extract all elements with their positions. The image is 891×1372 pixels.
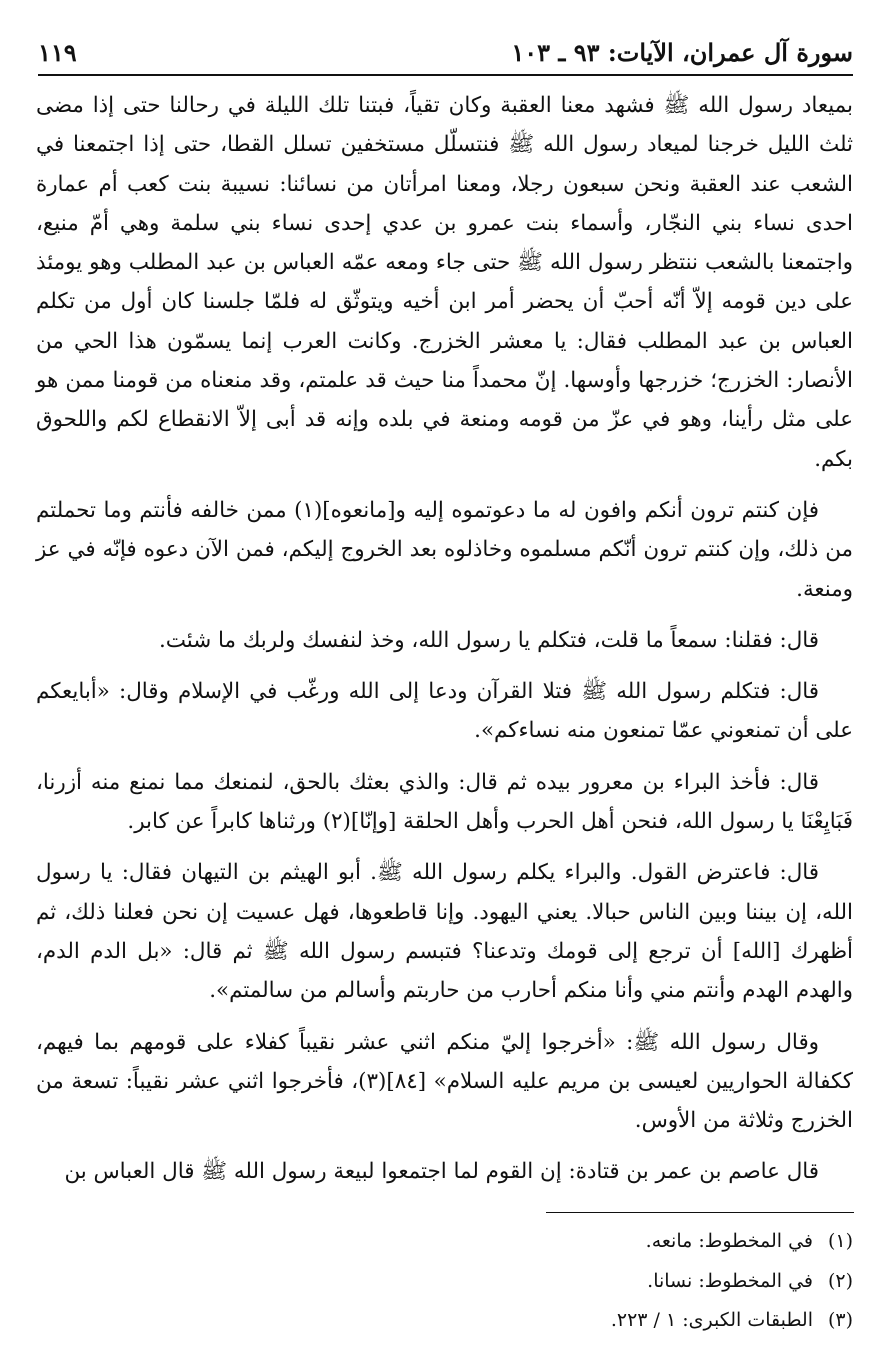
paragraph: قال: فاعترض القول. والبراء يكلم رسول الله ﷺ. أبو الهيثم بن التيهان فقال: يا رسول الله، إن بيننا وبين الناس حبالا. يعني اليهود. وإنا قاطعوها، فهل عسيت إن نحن فعلنا ذلك، ثم أظهرك [الله] أن ترجع إلى قومك وتدعنا؟ فتبسم رسول الله ﷺ ثم قال: «بل الدم الدم، والهدم الهدم وأنتم مني وأنا منكم أحارب من حاربتم وأسالم من سالمتم». <box>36 860 853 1004</box>
paragraph: قال: فأخذ البراء بن معرور بيده ثم قال: والذي بعثك بالحق، لنمنعك مما نمنع منه أزرنا، فَبَايِعْنَا يا رسول الله، فنحن أهل الحرب وأهل الحلقة [وإنّا](٢) ورثناها كابراً عن كابر. <box>36 769 853 835</box>
footnote-number: (٣) <box>827 1309 853 1332</box>
running-header <box>38 30 853 76</box>
footnote-number: (١) <box>827 1230 853 1252</box>
footnote-text: الطبقات الكبرى: ١ / ٢٢٣. <box>610 1309 813 1332</box>
paragraph: بميعاد رسول الله ﷺ فشهد معنا العقبة وكان تقياً، فبتنا تلك الليلة في رحالنا حتى إذا مضى ثلث الليل خرجنا لميعاد رسول الله ﷺ فنتسلّل مستخفين تسلل القطا، حتى إذا اجتمعنا في الشعب عند العقبة ونحن سبعون رجلا، ومعنا امرأتان من نسائنا: نسيبة بنت كعب أم عمارة احدى نساء بني النجّار، وأسماء بنت عمرو بن عدي إحدى نساء بني سلمة وهي أمّ منيع، واجتمعنا بالشعب ننتظر رسول الله ﷺ حتى جاء ومعه عمّه العباس بن عبد المطلب وهو يومئذ على دين قومه إلاّ أنّه أحبّ أن يحضر أمر ابن أخيه ويتوثّق له فلمّا جلسنا كان أول من تكلم العباس بن عبد المطلب فقال: يا معشر الخزرج. وكانت العرب إنما يسمّون هذا الحي من الأنصار: الخزرج؛ خزرجها وأوسها. إنّ محمداً منا حيث قد علمتم، وقد منعناه من قومنا ممن هو على مثل رأينا، وهو في عزّ من قومه ومنعة في بلده وإنه قد أبى إلاّ الانقطاع لكم واللحوق بكم. <box>36 93 853 472</box>
footnote-text: في المخطوط: نسانا. <box>647 1269 813 1292</box>
footnote <box>93 1262 853 1302</box>
paragraph: قال: فتكلم رسول الله ﷺ فتلا القرآن ودعا إلى الله ورغّب في الإسلام وقال: «أبايعكم على أن تمنعوني عمّا تمنعون منه نساءكم». <box>36 679 853 744</box>
paragraph: قال: فقلنا: سمعاً ما قلت، فتكلم يا رسول الله، وخذ لنفسك ولربك ما شئت. <box>158 627 819 653</box>
page-number: ١١٩ <box>38 37 77 67</box>
footnote-text: في المخطوط: مانعه. <box>645 1230 813 1252</box>
footnote-separator <box>546 1212 854 1213</box>
footnote <box>93 1222 853 1262</box>
footnote-number: (٢) <box>827 1269 853 1292</box>
footnotes <box>93 1222 853 1341</box>
paragraph: فإن كنتم ترون أنكم وافون له ما دعوتموه إليه و[مانعوه](١) ممن خالفه فأنتم وما تحملتم من ذلك، وإن كنتم ترون أنّكم مسلموه وخاذلوه بعد الخروج إليكم، فمن الآن دعوه فإنّه في عز ومنعة. <box>36 497 853 602</box>
footnote <box>93 1301 853 1341</box>
chapter-title: سورة آل عمران، الآيات: ٩٣ ـ ١٠٣ <box>511 37 853 67</box>
paragraph: وقال رسول الله ﷺ: «أخرجوا إليّ منكم اثني عشر نقيباً كفلاء على قومهم بما فيهم، ككفالة الحواريين لعيسى بن مريم عليه السلام» [٨٤](٣)، فأخرجوا اثني عشر نقيباً: تسعة من الخزرج وثلاثة من الأوس. <box>36 1029 853 1134</box>
paragraph: قال عاصم بن عمر بن قتادة: إن القوم لما اجتمعوا لبيعة رسول الله ﷺ قال العباس بن <box>64 1159 819 1185</box>
main-text <box>36 86 853 1204</box>
